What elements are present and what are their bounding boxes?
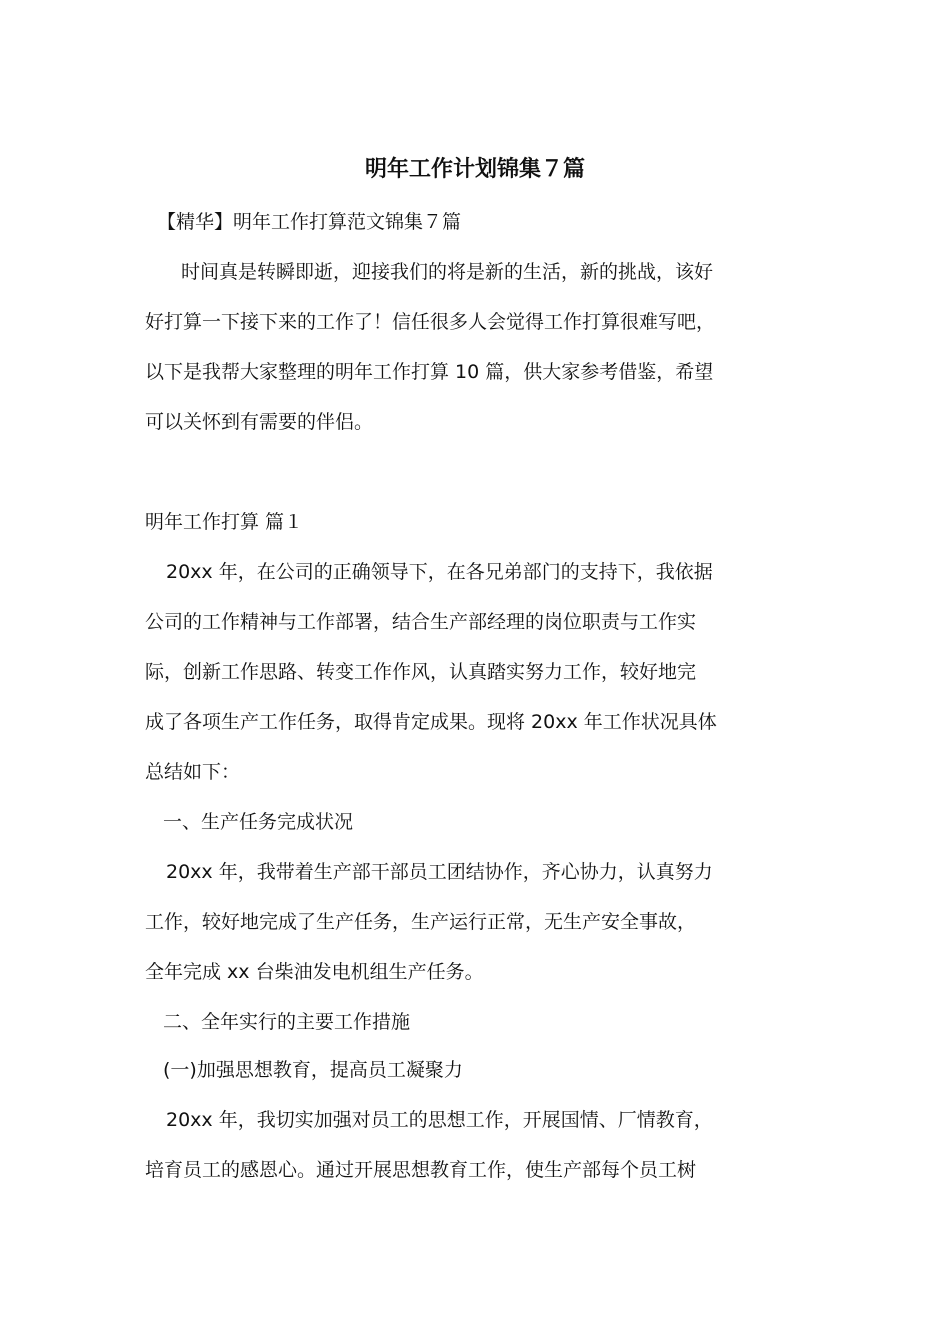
document-title: 明年工作计划锦集７篇: [364, 157, 585, 182]
body-line: 公司的工作精神与工作部署，结合生产部经理的岗位职责与工作实: [145, 611, 697, 633]
body-line: 工作，较好地完成了生产任务，生产运行正常，无生产安全事故，: [145, 911, 697, 933]
body-line: 总结如下：: [145, 761, 241, 783]
intro-line-2: 好打算一下接下来的工作了！信任很多人会觉得工作打算很难写吧，: [145, 311, 716, 333]
intro-line-1: 时间真是转瞬即逝，迎接我们的将是新的生活，新的挑战，该好: [181, 261, 714, 283]
body-line: 20xx 年，我切实加强对员工的思想工作，开展国情、厂情教育，: [166, 1109, 713, 1131]
body-line: 成了各项生产工作任务，取得肯定成果。现将 20xx 年工作状况具体: [145, 711, 717, 733]
subheading-1: 一、生产任务完成状况: [163, 811, 354, 833]
section-heading: 明年工作打算 篇１: [145, 511, 304, 533]
body-line: 全年完成 xx 台柴油发电机组生产任务。: [145, 961, 484, 983]
subheading-2-1: (一)加强思想教育，提高员工凝聚力: [163, 1059, 463, 1081]
subheading-2: 二、全年实行的主要工作措施: [163, 1011, 411, 1033]
subtitle-line: 【精华】明年工作打算范文锦集７篇: [157, 211, 462, 233]
body-line: 际，创新工作思路、转变工作作风，认真踏实努力工作，较好地完: [145, 661, 697, 683]
body-line: 20xx 年，在公司的正确领导下，在各兄弟部门的支持下，我依据: [166, 561, 713, 583]
intro-line-3: 以下是我帮大家整理的明年工作打算 10 篇，供大家参考借鉴，希望: [145, 361, 714, 383]
body-line: 培育员工的感恩心。通过开展思想教育工作，使生产部每个员工树: [145, 1159, 697, 1181]
intro-line-4: 可以关怀到有需要的伴侣。: [145, 411, 374, 433]
body-line: 20xx 年，我带着生产部干部员工团结协作，齐心协力，认真努力: [166, 861, 713, 883]
